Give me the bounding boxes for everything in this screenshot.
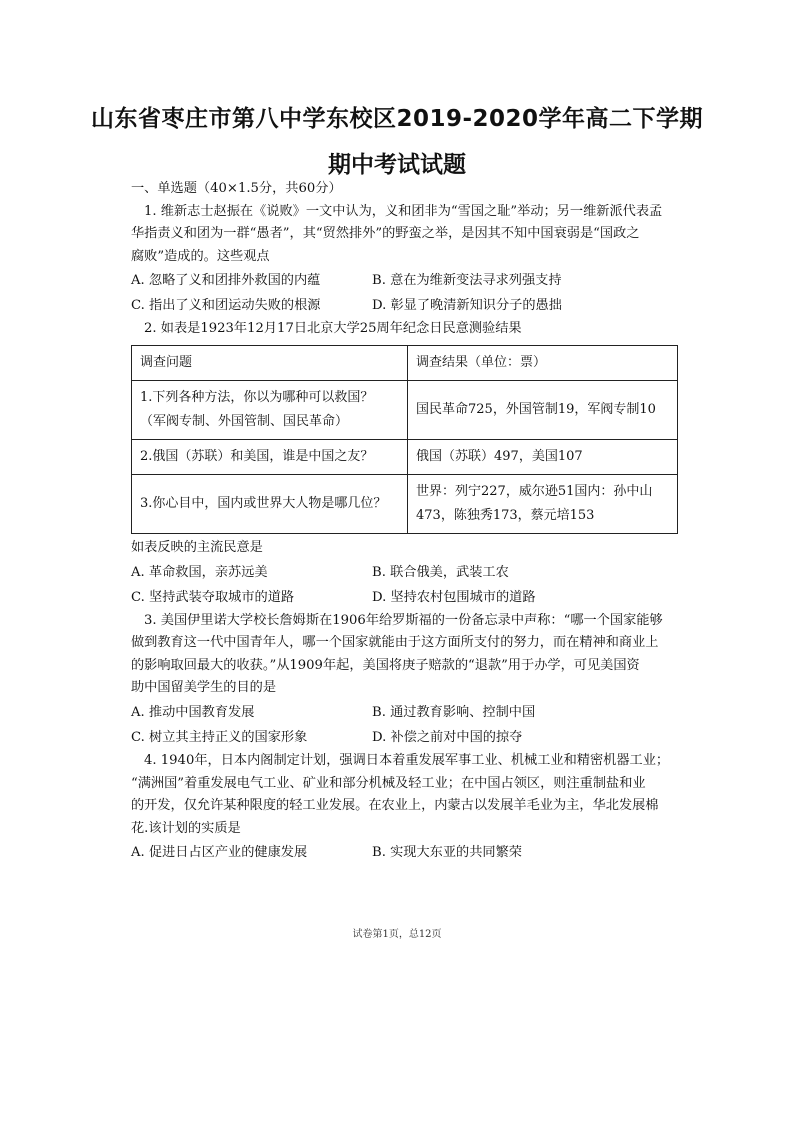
- option-b: B. 通过教育影响、控制中国: [372, 704, 536, 720]
- table-cell: 世界：列宁227，威尔逊51国内：孙中山473，陈独秀173，蔡元培153: [408, 474, 678, 533]
- table-row: [132, 380, 678, 439]
- option-row: [131, 560, 691, 585]
- option-d: D. 彰显了晚清新知识分子的愚拙: [372, 298, 562, 314]
- question-text-line: 的开发，仅允许某种限度的轻工业发展。在农业上，内蒙古以发展羊毛业为主，华北发展棉: [131, 798, 659, 814]
- exam-title-line1: 山东省枣庄市第八中学东校区2019-2020学年高二下学期: [90, 106, 704, 132]
- question-text-line: 腐败”造成的。这些观点: [131, 248, 270, 264]
- table-cell: 1.下列各种方法，你以为哪种可以救国？（军阀专制、外国管制、国民革命）: [132, 380, 408, 439]
- table-row: [132, 439, 678, 474]
- option-b: B. 实现大东亚的共同繁荣: [372, 845, 522, 861]
- question-text-line: “满洲国”着重发展电气工业、矿业和部分机械及轻工业；在中国占领区，则注重制盐和业: [131, 775, 646, 791]
- question-text-line: 4. 1940年，日本内阁制定计划，强调日本着重发展军事工业、机械工业和精密机器工业；: [144, 752, 670, 768]
- option-d: D. 补偿之前对中国的掠夺: [372, 729, 523, 745]
- question-text-line: 华指责义和团为一群“愚者”，其“贸然排外”的野蛮之举，是因其不知中国衰弱是“国政之: [131, 226, 640, 242]
- question-text-line: 助中国留美学生的目的是: [131, 680, 277, 696]
- page-footer: 试卷第1页，总12页: [352, 929, 442, 940]
- question-text-line: 的影响取回最大的收获。”从1909年起，美国将庚子赔款的“退款”用于办学，可见美国资: [131, 657, 640, 673]
- question-3: [131, 610, 691, 750]
- option-a: A. 忽略了义和团排外救国的内蕴: [131, 273, 321, 289]
- question-text-line: 3. 美国伊里诺大学校长詹姆斯在1906年给罗斯福的一份备忘录中声称：“哪一个国家能够: [144, 612, 663, 628]
- option-row: [131, 725, 691, 750]
- option-row: [131, 585, 691, 610]
- option-c: C. 坚持武装夺取城市的道路: [131, 589, 295, 605]
- table-cell: 2.俄国（苏联）和美国，谁是中国之友？: [132, 439, 408, 474]
- option-row: [131, 840, 691, 865]
- survey-table: [131, 345, 678, 534]
- option-row: [131, 700, 691, 725]
- question-text-line: 1. 维新志士赵振在《说败》一文中认为，义和团非为“雪国之耻”举动；另一维新派代表孟: [144, 203, 663, 219]
- question-1: [131, 201, 691, 319]
- table-cell: 3.你心目中，国内或世界大人物是哪几位？: [132, 474, 408, 533]
- question-2: [131, 318, 691, 609]
- option-c: C. 指出了义和团运动失败的根源: [131, 298, 321, 314]
- table-header-cell: 调查问题: [132, 345, 408, 380]
- option-a: A. 革命救国，亲苏远美: [131, 564, 268, 580]
- option-row: [131, 268, 691, 293]
- table-cell: 国民革命725，外国管制19，军阀专制10: [408, 380, 678, 439]
- exam-title-line2: 期中考试试题: [328, 152, 466, 178]
- table-header-row: [132, 345, 678, 380]
- option-b: B. 联合俄美，武装工农: [372, 564, 509, 580]
- option-a: A. 推动中国教育发展: [131, 704, 255, 720]
- option-d: D. 坚持农村包围城市的道路: [372, 589, 536, 605]
- option-b: B. 意在为维新变法寻求列强支持: [372, 273, 562, 289]
- table-header-cell: 调查结果（单位：票）: [408, 345, 678, 380]
- option-row: [131, 293, 691, 318]
- question-4: [131, 750, 691, 865]
- question-stem: 如表反映的主流民意是: [131, 539, 263, 555]
- table-row: [132, 474, 678, 533]
- question-text-line: 2. 如表是1923年12月17日北京大学25周年纪念日民意测验结果: [144, 321, 522, 337]
- exam-content: [131, 178, 691, 865]
- section-heading: 一、单选题（40×1.5分，共60分）: [131, 181, 342, 196]
- option-a: A. 促进日占区产业的健康发展: [131, 845, 308, 861]
- question-text-line: 花.该计划的实质是: [131, 820, 241, 836]
- table-cell: 俄国（苏联）497，美国107: [408, 439, 678, 474]
- question-text-line: 做到教育这一代中国青年人，哪一个国家就能由于这方面所支付的努力，而在精神和商业上: [131, 635, 659, 651]
- option-c: C. 树立其主持正义的国家形象: [131, 729, 308, 745]
